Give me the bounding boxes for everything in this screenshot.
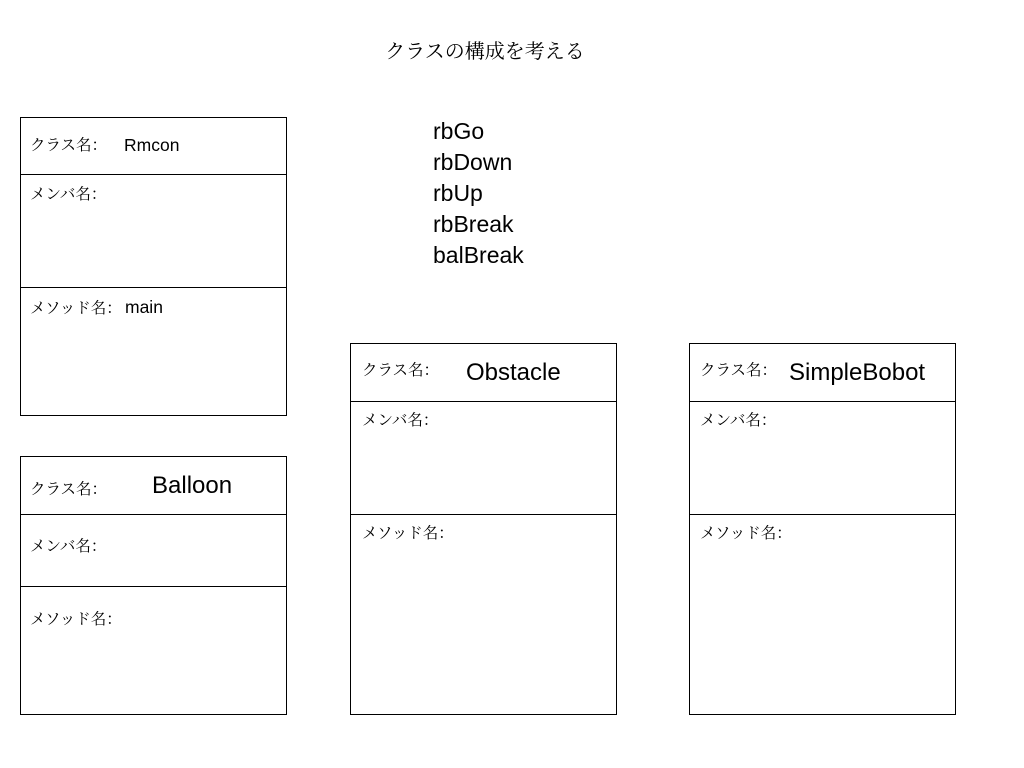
method-compartment: [21, 586, 286, 715]
method-compartment: [21, 287, 286, 416]
method-list-item: rbDown: [433, 149, 513, 175]
member-compartment: [690, 401, 955, 514]
method-name-value: main: [125, 297, 163, 317]
class-name-label: クラス名：: [30, 136, 108, 154]
method-list-item: rbUp: [433, 180, 483, 206]
class-name-compartment: [351, 344, 616, 401]
member-name-label: メンバ名：: [362, 411, 439, 429]
class-name-value: SimpleBobot: [789, 359, 926, 386]
class-name-label: クラス名：: [700, 361, 778, 379]
method-name-list: [433, 116, 524, 271]
method-name-label: メソッド名：: [700, 524, 792, 542]
class-name-value: Balloon: [152, 472, 233, 499]
class-box-rmcon: [20, 117, 287, 416]
class-name-label: クラス名：: [362, 361, 440, 379]
method-compartment: [690, 514, 955, 715]
class-box-obstacle: [350, 343, 617, 715]
member-compartment: [21, 174, 286, 287]
method-name-label: メソッド名：: [362, 524, 454, 542]
class-name-label: クラス名：: [30, 480, 108, 498]
class-name-compartment: [21, 457, 286, 514]
method-name-label: メソッド名：: [30, 610, 122, 628]
member-name-label: メンバ名：: [30, 185, 107, 203]
method-list-item: balBreak: [433, 242, 524, 268]
slide-title: クラスの構成を考える: [385, 39, 585, 63]
class-name-value: Obstacle: [466, 359, 561, 386]
class-box-balloon: [20, 456, 287, 715]
member-name-label: メンバ名：: [700, 411, 777, 429]
class-name-compartment: [690, 344, 955, 401]
class-name-compartment: [21, 118, 286, 174]
method-list-item: rbGo: [433, 118, 485, 144]
member-compartment: [21, 514, 286, 586]
method-name-label: メソッド名：: [30, 299, 122, 317]
class-name-value: Rmcon: [124, 135, 180, 155]
member-name-label: メンバ名：: [30, 537, 107, 555]
method-compartment: [351, 514, 616, 715]
member-compartment: [351, 401, 616, 514]
method-list-item: rbBreak: [433, 211, 514, 237]
class-box-simplebobot: [689, 343, 956, 715]
